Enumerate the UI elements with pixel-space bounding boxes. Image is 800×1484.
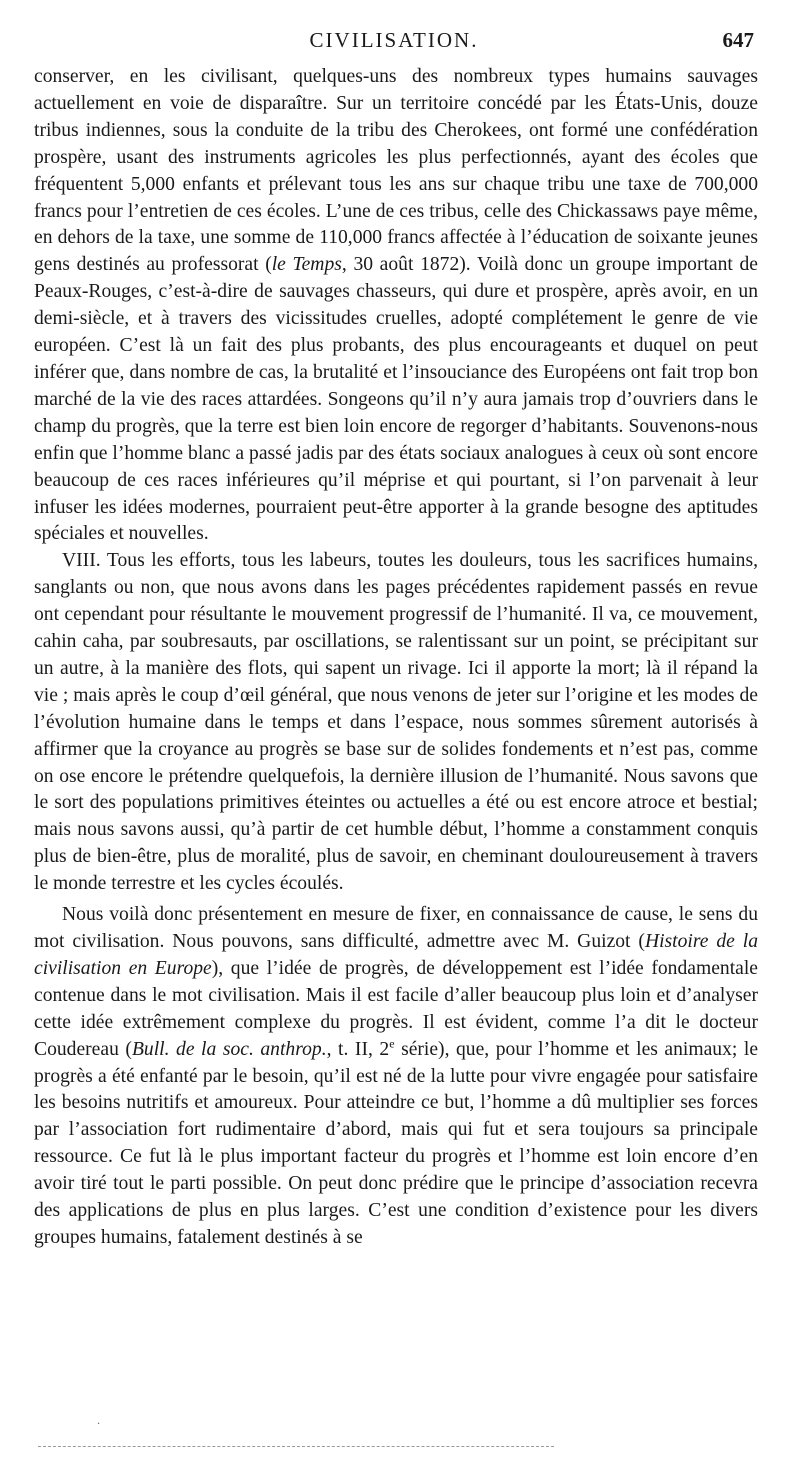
superscript: e [389, 1036, 395, 1051]
italic-citation: Histoire de la civilisation en Europe [34, 931, 759, 979]
bottom-mark: . [97, 1416, 101, 1427]
paragraph-definition [34, 902, 758, 1252]
paragraph-section-viii [34, 548, 758, 898]
text-run: ), que l’idée de progrès, de développement est l’idée fondamentale contenue dans le mot civilisation. Mais il est facile d’aller beaucoup plus loin et d’analyser cette idée extrêmement complexe du progrès. Il est évident, comme l’a dit le docteur Coudereau ( [34, 957, 758, 1060]
running-title: CIVILISATION. [309, 28, 479, 52]
text-run: VIII. Tous les efforts, tous les labeurs, toutes les douleurs, tous les sacrifices humains, sanglants ou non, que nous avons dans les pages précédentes rapidement passés en revue ont cependant pour résultante le mouvement progressif de l’humanité. Il va, ce mouvement, cahin caha, par soubresauts, par oscillations, se ralentissant sur un point, se précipitant sur un autre, à la manière des flots, qui sapent un rivage. Ici il apporte la mort; là il répand la vie ; mais après le coup d’œil général, que nous venons de jeter sur l’origine et les modes de l’évolution humaine dans le temps et dans l’espace, nous sommes sûrement autorisés à affirmer que la croyance au progrès se base sur de solides fondements et n’est pas, comme on ose encore le prétendre quelquefois, la dernière illusion de l’humanité. Nous savons que le sort des populations primitives éteintes ou actuelles a été ou est encore atroce et bestial; mais nous savons aussi, qu’à partir de cet humble début, l’homme a constamment conquis plus de bien-être, plus de moralité, plus de savoir, en cheminant douloureusement à travers le monde terrestre et les cycles écoulés. [34, 550, 758, 895]
text-run: conserver, en les civilisant, quelques-uns des nombreux types humains sauvages actuellement en voie de disparaître. Sur un territoire concédé par les États-Unis, douze tribus indiennes, sous la conduite de la tribu des Cherokees, ont formé une confédération prospère, usant des instruments agricoles les plus perfectionnés, ayant des écoles que fréquentent 5,000 enfants et prélevant tous les ans sur chaque tribu une taxe de 700,000 francs pour l’entretien de ces écoles. L’une de ces tribus, celle des Chickassaws paye même, en dehors de la taxe, une somme de 110,000 francs affectée à l’éducation de soixante jeunes gens destinés au professorat ( [34, 66, 758, 276]
running-header [34, 28, 754, 58]
paragraph-continuation [34, 64, 758, 548]
text-run: série), que, pour l’homme et les animaux; le progrès a été enfanté par le besoin, qu’il est né de la lutte pour vivre engagée pour satisfaire les besoins nutritifs et amoureux. Pour atteindre ce but, l’homme a dû multiplier ses forces par l’association fort rudimentaire d’abord, mais qui fut et sera toujours sa principale ressource. Ce fut là le plus important facteur du progrès et l’homme est loin encore d’en avoir tiré tout le parti possible. On peut donc prédire que le principe d’association recevra des applications de plus en plus larges. C’est une condition d’existence pour les divers groupes humains, fatalement destinés à se [34, 1038, 759, 1248]
text-run: , 30 août 1872). Voilà donc un groupe important de Peaux-Rouges, c’est-à-dire de sauvages chasseurs, qui dure et prospère, après avoir, en un demi-siècle, et à travers des vicissitudes cruelles, adopté complétement le genre de vie européen. C’est là un fait des plus probants, des plus encourageants et duquel on peut inférer que, dans nombre de cas, la brutalité et l’insouciance des Européens ont fait trop bon marché de la vie des races attardées. Songeons qu’il n’y aura jamais trop d’ouvriers dans le champ du progrès, que la terre est bien loin encore de regorger d’habitants. Souvenons-nous enfin que l’homme blanc a passé jadis par des états sociaux analogues à ceux où sont encore beaucoup de ces races inférieures qu’il méprise et qui pourtant, si l’on parvenait à leur infuser les idées modernes, pourraient peut-être apporter à la grande besogne des aptitudes spéciales et nouvelles. [34, 254, 759, 545]
italic-citation: Bull. de la soc. anthrop. [131, 1038, 327, 1060]
page-number: 647 [722, 28, 754, 52]
text-run: , t. II, 2 [326, 1038, 390, 1060]
body-text [34, 64, 758, 1252]
italic-citation: le Temps [271, 254, 342, 276]
bottom-rule [38, 1446, 554, 1447]
text-run: Nous voilà donc présentement en mesure de fixer, en connaissance de cause, le sens du mot civilisation. Nous pouvons, sans difficulté, admettre avec M. Guizot ( [34, 904, 758, 952]
